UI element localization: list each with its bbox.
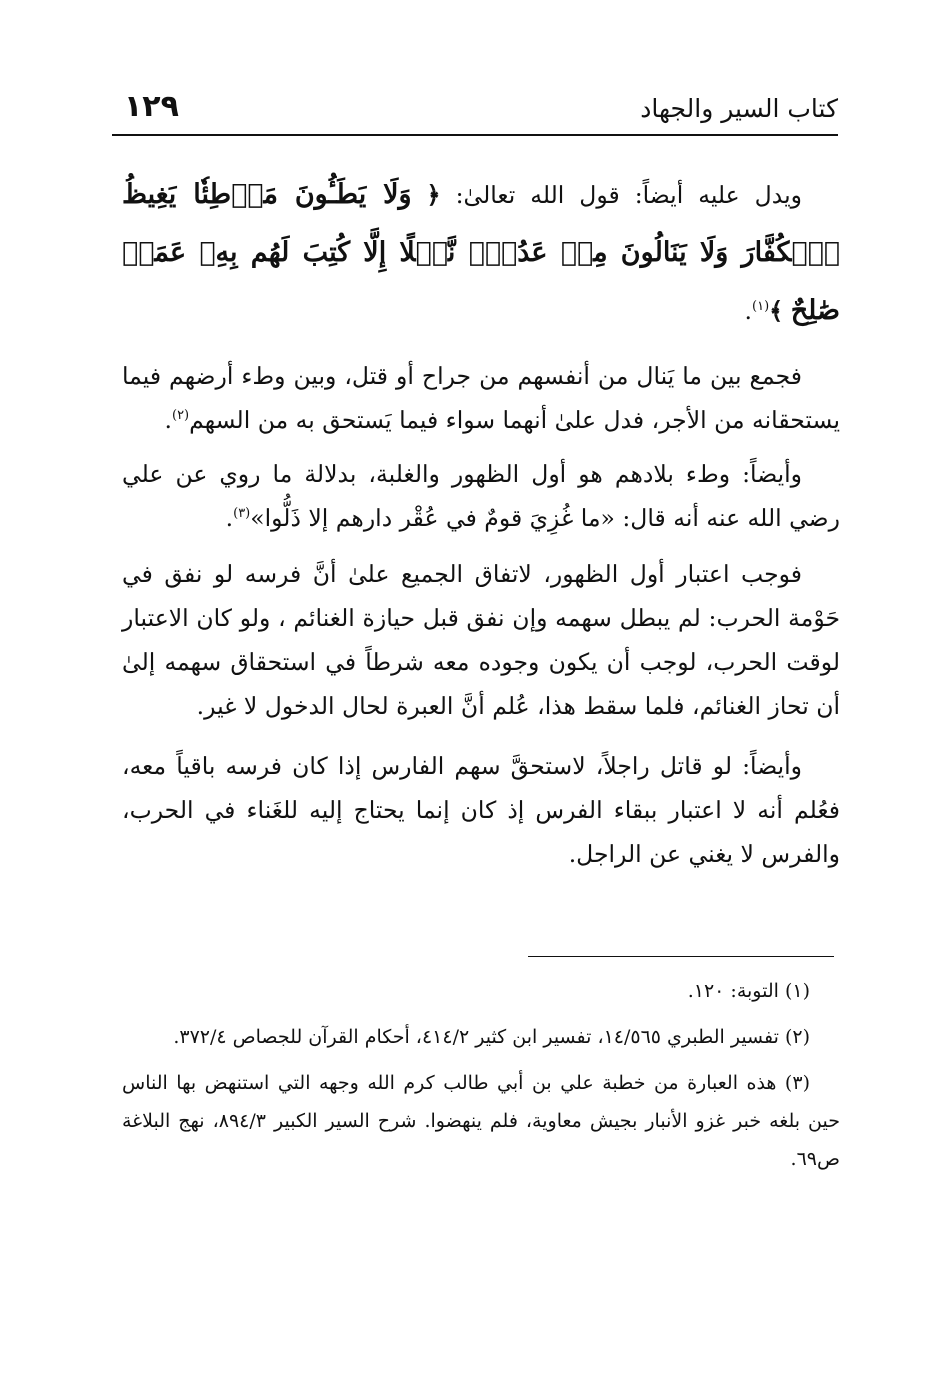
footnote-3: (٣) هذه العبارة من خطبة علي بن أبي طالب كرم الله وجهه التي استنهض بها الناس حين بلغه خبر غزو الأنبار بجيش معاوية، فلم ينهضوا. شرح السير الكبير ٨٩٤/٣، نهج البلاغة ص٦٩.: [122, 1072, 840, 1170]
paragraph-1: [122, 166, 840, 340]
paragraph-5: [122, 744, 840, 876]
main-text: [122, 166, 840, 876]
paragraph-1-end: .: [744, 297, 753, 325]
quran-verse: وَلَا يَطَـُٔونَ مَوۡطِئٗا يَغِيظُ ٱلۡكُفَّارَ وَلَا يَنَالُونَ مِنۡ عَدُوّٖ نَّيۡلًا إِلَّا كُتِبَ لَهُم بِهِۦ عَمَلٞ صَٰلِحٌ: [122, 179, 840, 326]
footnote-2: (٢) تفسير الطبري ١٤/٥٦٥، تفسير ابن كثير ٤١٤/٢، أحكام القرآن للجصاص ٣٧٢/٤.: [173, 1026, 810, 1048]
verse-bracket-open: ﴿: [426, 180, 441, 209]
paragraph-4-text: فوجب اعتبار أول الظهور، لاتفاق الجميع علىٰ أنَّ فرسه لو نفق في حَوْمة الحرب: لم يبطل سهمه وإن نفق قبل حيازة الغنائم ، ولو كان الاعتبار لوقت الحرب، لوجب أن يكون وجوده معه شرطاً في استحقاق سهمه إلىٰ أن تحاز الغنائم، فلما سقط هذا، عُلم أنَّ العبرة لحال الدخول لا غير.: [122, 560, 840, 720]
page-number: ١٢٩: [124, 89, 179, 124]
footnote-1: (١) التوبة: ١٢٠.: [687, 980, 810, 1002]
paragraph-2: [122, 354, 840, 442]
footnote-ref-1: (١): [752, 299, 770, 315]
footnote-separator: [528, 956, 834, 957]
running-title: كتاب السير والجهاد: [640, 94, 838, 123]
verse-bracket-close: ﴾: [769, 296, 784, 325]
paragraph-2-end: .: [164, 406, 172, 434]
header-rule: [112, 134, 838, 136]
paragraph-3: [122, 452, 840, 540]
paragraph-3-text: وأيضاً: وطء بلادهم هو أول الظهور والغلبة، بدلالة ما روي عن علي رضي الله عنه أنه قال: «ما غُزِيَ قومٌ في عُقْر دارهم إلا ذَلُّوا»: [122, 460, 840, 532]
paragraph-5-text: وأيضاً: لو قاتل راجلاً، لاستحقَّ سهم الفارس إذا كان فرسه باقياً معه، فعُلم أنه لا اعتبار ببقاء الفرس إذ كان إنما يحتاج إليه للغَناء في الحرب، والفرس لا يغني عن الراجل.: [122, 752, 840, 868]
paragraph-4: [122, 552, 840, 728]
footnote-ref-3: (٣): [233, 506, 251, 522]
paragraph-1-intro: ويدل عليه أيضاً: قول الله تعالىٰ:: [455, 181, 802, 209]
paragraph-3-end: .: [225, 504, 234, 532]
footnotes: [122, 972, 840, 1186]
page-header: [112, 88, 838, 128]
footnote-ref-2: (٢): [171, 408, 190, 424]
paragraph-2-text: فجمع بين ما يَنال من أنفسهم من جراح أو قتل، وبين وطء أرضهم فيما يستحقانه من الأجر، فدل علىٰ أنهما سواء فيما يَستحق به من السهم: [122, 362, 840, 434]
